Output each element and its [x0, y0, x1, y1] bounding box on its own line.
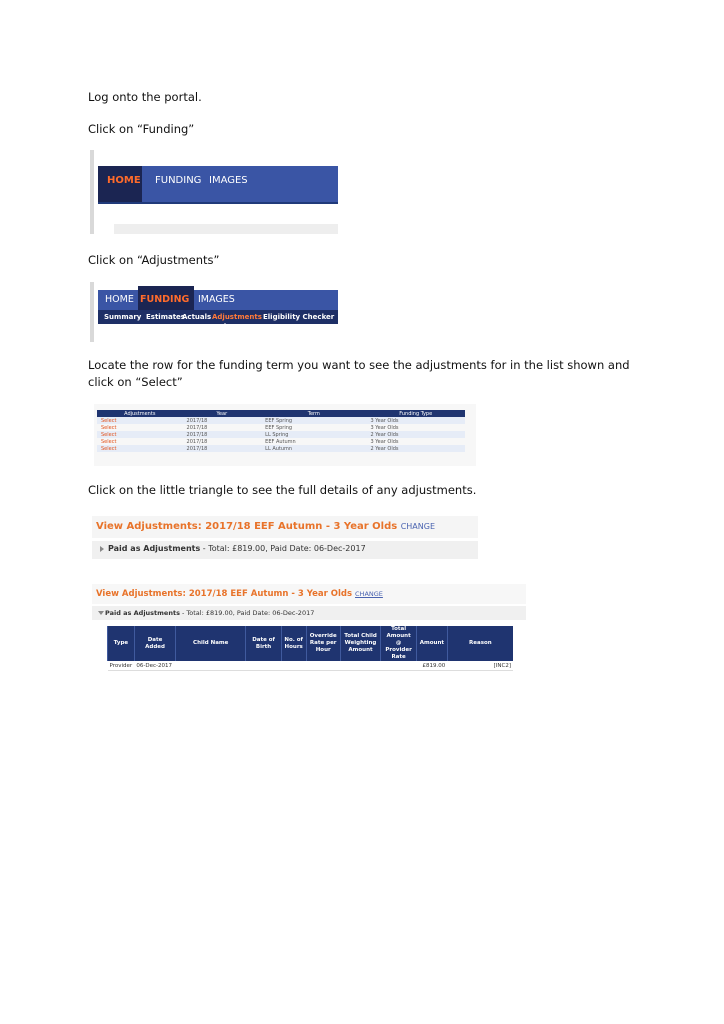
table-row — [97, 438, 465, 445]
subnav-actuals[interactable]: Actuals — [182, 313, 212, 321]
col-amount: Amount — [417, 626, 448, 661]
paid-info-expanded: - Total: £819.00, Paid Date: 06-Dec-2017 — [179, 609, 315, 617]
funding-type-cell: 3 Year Olds — [370, 438, 399, 445]
subnav-estimates[interactable]: Estimates — [146, 313, 185, 321]
select-link[interactable]: Select — [97, 445, 183, 452]
term-cell: LL Spring — [261, 431, 366, 438]
year-cell: 2017/18 — [183, 445, 262, 452]
table-row — [97, 431, 465, 438]
expand-triangle-icon[interactable] — [100, 546, 104, 552]
collapse-triangle-icon[interactable] — [98, 611, 104, 615]
reason-cell: [INC2] — [447, 661, 513, 671]
col-total-child-weighting: Total Child Weighting Amount — [340, 626, 380, 661]
step-2-text: Click on “Funding” — [88, 122, 195, 136]
step-3-text: Click on “Adjustments” — [88, 253, 220, 267]
nav-screenshot-1 — [90, 150, 340, 234]
table-row — [97, 445, 465, 452]
col-date-of-birth: Date of Birth — [246, 626, 282, 661]
col-date-added: Date Added — [134, 626, 175, 661]
main-nav-bar-2 — [98, 290, 338, 310]
funding-type-cell: 3 Year Olds — [370, 424, 399, 431]
change-link-expanded[interactable]: CHANGE — [355, 590, 383, 598]
adjustments-title-expanded: View Adjustments: 2017/18 EEF Autumn - 3 Year Olds CHANGE — [96, 589, 383, 599]
nav-funding-tab[interactable]: FUNDING — [155, 175, 202, 186]
date-added-cell: 06-Dec-2017 — [134, 661, 175, 671]
term-cell: LL Autumn — [261, 445, 366, 452]
funding-type-cell: 2 Year Olds — [366, 445, 465, 452]
col-year: Year — [183, 410, 262, 417]
nav-home-tab-2[interactable]: HOME — [105, 294, 134, 305]
subnav-summary[interactable]: Summary — [104, 313, 142, 321]
year-cell: 2017/18 — [183, 417, 262, 424]
nav-funding-label: FUNDING — [140, 294, 190, 305]
paid-info: - Total: £819.00, Paid Date: 06-Dec-2017 — [200, 544, 366, 553]
adjustment-details-table — [107, 626, 513, 671]
col-reason: Reason — [447, 626, 513, 661]
active-indicator-icon — [221, 323, 229, 327]
col-total-amount-provider-rate: Total Amount @ Provider Rate — [381, 626, 417, 661]
term-cell: EEF Spring — [265, 424, 293, 431]
select-link[interactable]: Select — [101, 438, 117, 445]
weighting-cell — [340, 661, 380, 671]
hours-cell — [281, 661, 306, 671]
paid-adjustments-row-expanded[interactable] — [92, 606, 526, 620]
col-adjustments: Adjustments — [97, 410, 183, 417]
table-row — [108, 661, 514, 671]
subnav-eligibility-checker[interactable]: Eligibility Checker — [263, 313, 335, 321]
funding-type-cell: 3 Year Olds — [366, 417, 465, 424]
table-row — [97, 424, 465, 431]
term-cell: EEF Spring — [261, 417, 366, 424]
table-row — [97, 417, 465, 424]
funding-type-cell: 2 Year Olds — [366, 431, 465, 438]
change-link[interactable]: CHANGE — [400, 522, 436, 531]
amount-cell: £819.00 — [417, 661, 448, 671]
adjustments-title-collapsed: View Adjustments: 2017/18 EEF Autumn - 3 Year Olds CHANGE — [96, 521, 436, 532]
col-child-name: Child Name — [176, 626, 246, 661]
override-rate-cell — [306, 661, 340, 671]
child-name-cell — [176, 661, 246, 671]
col-type: Type — [108, 626, 135, 661]
date-of-birth-cell — [246, 661, 282, 671]
paid-adjustments-row-collapsed[interactable] — [92, 541, 478, 559]
subnav-adjustments[interactable]: Adjustments — [212, 313, 262, 321]
col-no-of-hours: No. of Hours — [281, 626, 306, 661]
year-cell: 2017/18 — [186, 438, 208, 445]
col-term: Term — [261, 410, 366, 417]
provider-rate-cell — [381, 661, 417, 671]
select-link[interactable]: Select — [97, 417, 183, 424]
step-5-text: Click on the little triangle to see the full details of any adjustments. — [88, 483, 477, 497]
type-cell: Provider — [108, 661, 135, 671]
step-4-text: Locate the row for the funding term you want to see the adjustments for in the list shown and click on “Select” — [88, 358, 630, 389]
select-link[interactable]: Select — [97, 431, 183, 438]
nav-images-tab[interactable]: IMAGES — [209, 175, 248, 186]
paid-label: Paid as Adjustments — [108, 544, 201, 553]
nav-home-label: HOME — [107, 175, 141, 186]
col-funding-type: Funding Type — [366, 410, 465, 417]
select-link[interactable]: Select — [101, 424, 117, 431]
main-nav-bar — [98, 166, 338, 204]
col-override-rate: Override Rate per Hour — [306, 626, 340, 661]
nav-screenshot-2 — [90, 282, 340, 342]
step-1-text: Log onto the portal. — [88, 90, 202, 104]
funding-sub-nav — [98, 310, 338, 324]
term-cell: EEF Autumn — [265, 438, 296, 445]
year-cell: 2017/18 — [186, 424, 208, 431]
year-cell: 2017/18 — [183, 431, 262, 438]
paid-label-expanded: Paid as Adjustments — [105, 609, 180, 617]
term-table — [97, 410, 465, 452]
nav-images-tab-2[interactable]: IMAGES — [198, 294, 235, 305]
